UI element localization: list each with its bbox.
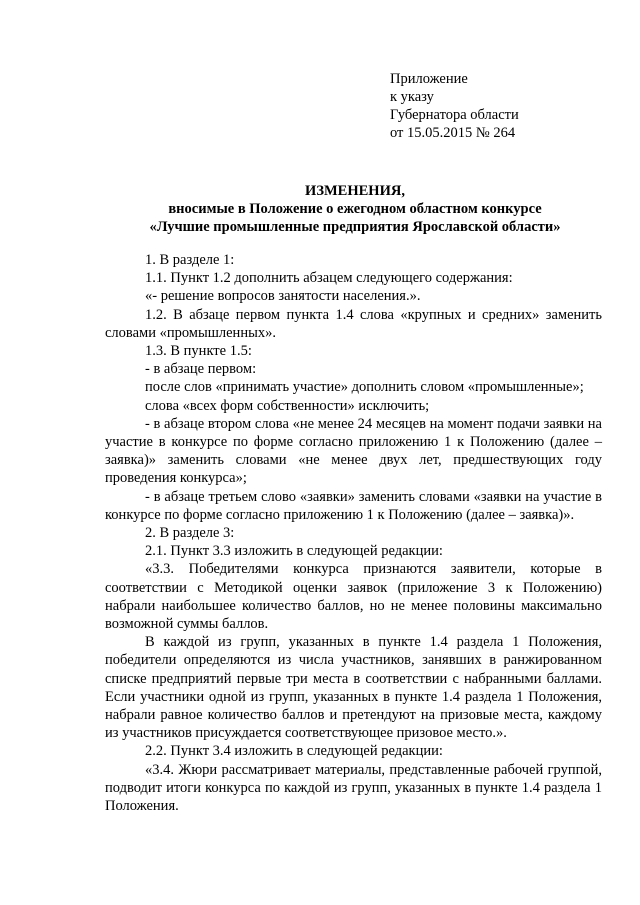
paragraph: - в абзаце втором слова «не менее 24 месяцев на момент подачи заявки на участие в конкурсе по форме согласно приложению 1 к Положению (далее – заявка)» заменить словами «не менее двух лет, предшествующих году проведения конкурса»; [105, 415, 602, 487]
appendix-issuer: Губернатора области [390, 107, 519, 123]
paragraph: «3.3. Победителями конкурса признаются заявители, которые в соответствии с Методикой оценки заявок (приложение 3 к Положению) набрали наибольшее количество баллов, но не менее половины максимально возможной суммы баллов. [105, 561, 602, 633]
paragraph: 1.1. Пункт 1.2 дополнить абзацем следующего содержания: [145, 270, 513, 287]
paragraph: 1.2. В абзаце первом пункта 1.4 слова «крупных и средних» заменить словами «промышленных». [105, 306, 602, 341]
paragraph: В каждой из групп, указанных в пункте 1.4 раздела 1 Положения, победители определяются из числа участников, занявших в ранжированном списке предприятий первые три места в соответствии с набранными баллами. Если участники одной из групп, указанных в пункте 1.4 раздела 1 Положения, набрали равное количество баллов и претендуют на призовые места, каждому из участников присуждается соответствующее призовое место.». [105, 634, 602, 742]
appendix-label: Приложение [390, 71, 468, 87]
paragraph: - в абзаце первом: [145, 361, 257, 378]
appendix-reference: к указу [390, 89, 434, 105]
paragraph: 1. В разделе 1: [145, 252, 235, 268]
title-subheading: вносимые в Положение о ежегодном областном конкурсе [168, 201, 542, 217]
paragraph: «3.4. Жюри рассматривает материалы, представленные рабочей группой, подводит итоги конкурса по каждой из групп, указанных в пункте 1.4 раздела 1 Положения. [105, 761, 602, 815]
paragraph: 1.3. В пункте 1.5: [145, 343, 252, 360]
paragraph: 2.1. Пункт 3.3 изложить в следующей редакции: [145, 543, 443, 560]
title-contest-name: «Лучшие промышленные предприятия Ярославской области» [149, 219, 561, 235]
paragraph: слова «всех форм собственности» исключить; [145, 397, 430, 414]
document-title [105, 182, 605, 236]
appendix-header [390, 70, 519, 142]
paragraph: - в абзаце третьем слово «заявки» заменить словами «заявки на участие в конкурсе по форме согласно приложению 1 к Положению (далее – заявка)». [105, 488, 602, 523]
paragraph: 2.2. Пункт 3.4 изложить в следующей редакции: [145, 743, 443, 760]
title-heading: ИЗМЕНЕНИЯ, [305, 183, 405, 199]
paragraph: 2. В разделе 3: [145, 525, 235, 542]
paragraph: «- решение вопросов занятости населения.». [145, 288, 421, 305]
document-body [105, 251, 602, 815]
paragraph: после слов «принимать участие» дополнить словом «промышленные»; [145, 379, 584, 396]
appendix-date-number: от 15.05.2015 № 264 [390, 125, 516, 141]
